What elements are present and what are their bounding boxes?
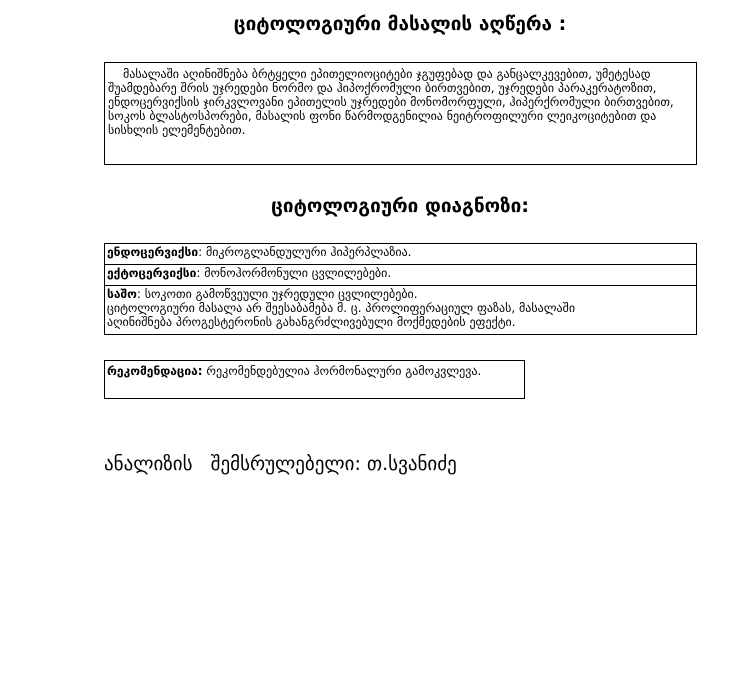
- diagnosis-cell-ectocervix: [105, 265, 697, 286]
- description-text: მასალაში აღინიშნება ბრტყელი ეპითელიოციტები ჯგუფებად და განცალკევებით, უმეტესად შუამდებარე შრის უჯრედები ნორმო და ჰიპოქრომული ბირთვებით, უჯრედები პარაკერატოზით, ენდოცერვიქსის ჯირკვლოვანი ეპითელის უჯრედები მონომორფული, ჰიპერქრომული ბირთვებით, სოკოს ბლასტოსპორები, მასალის ფონი წარმოდგენილია ნეიტროფილური ლეიკოციტებით და სისხლის ელემენტებით.: [108, 67, 674, 137]
- analyst-line: [104, 453, 457, 475]
- description-title: ციტოლოგიური მასალის აღწერა :: [233, 13, 567, 35]
- vagina-text-line3: აღინიშნება პროგესტერონის გახანგრძლივებული მოქმედების ეფექტი.: [107, 315, 516, 329]
- recommendation-box: [104, 360, 525, 399]
- vagina-label: საშო: [107, 287, 137, 301]
- diagnosis-row-vagina: [105, 286, 697, 335]
- endocervix-text: : მიკროგლანდულური ჰიპერპლაზია.: [198, 245, 412, 259]
- vagina-text-line2: ციტოლოგიური მასალა არ შეესაბამება მ. ც. პროლიფერაციულ ფაზას, მასალაში: [107, 301, 576, 315]
- analyst-name: თ.სვანიძე: [360, 453, 457, 475]
- endocervix-label: ენდოცერვიქსი: [107, 245, 199, 259]
- recommendation-text: რეკომენდებულია ჰორმონალური გამოკვლევა.: [202, 364, 482, 378]
- vagina-text: : სოკოთი გამოწვეული უჯრედული ცვლილებები.: [136, 287, 418, 301]
- ectocervix-text: : მონოჰორმონული ცვლილებები.: [196, 266, 392, 280]
- ectocervix-label: ექტოცერვიქსი: [107, 266, 197, 280]
- diagnosis-row-ectocervix: [105, 265, 697, 286]
- diagnosis-cell-vagina: [105, 286, 697, 335]
- diagnosis-row-endocervix: [105, 244, 697, 265]
- diagnosis-cell-endocervix: [105, 244, 697, 265]
- analyst-label: ანალიზის შემსრულებელი:: [104, 453, 361, 475]
- recommendation-label: რეკომენდაცია:: [107, 364, 203, 378]
- description-box: [104, 62, 697, 165]
- diagnosis-table: [104, 243, 697, 335]
- diagnosis-title: ციტოლოგიური დიაგნოზი:: [271, 195, 529, 217]
